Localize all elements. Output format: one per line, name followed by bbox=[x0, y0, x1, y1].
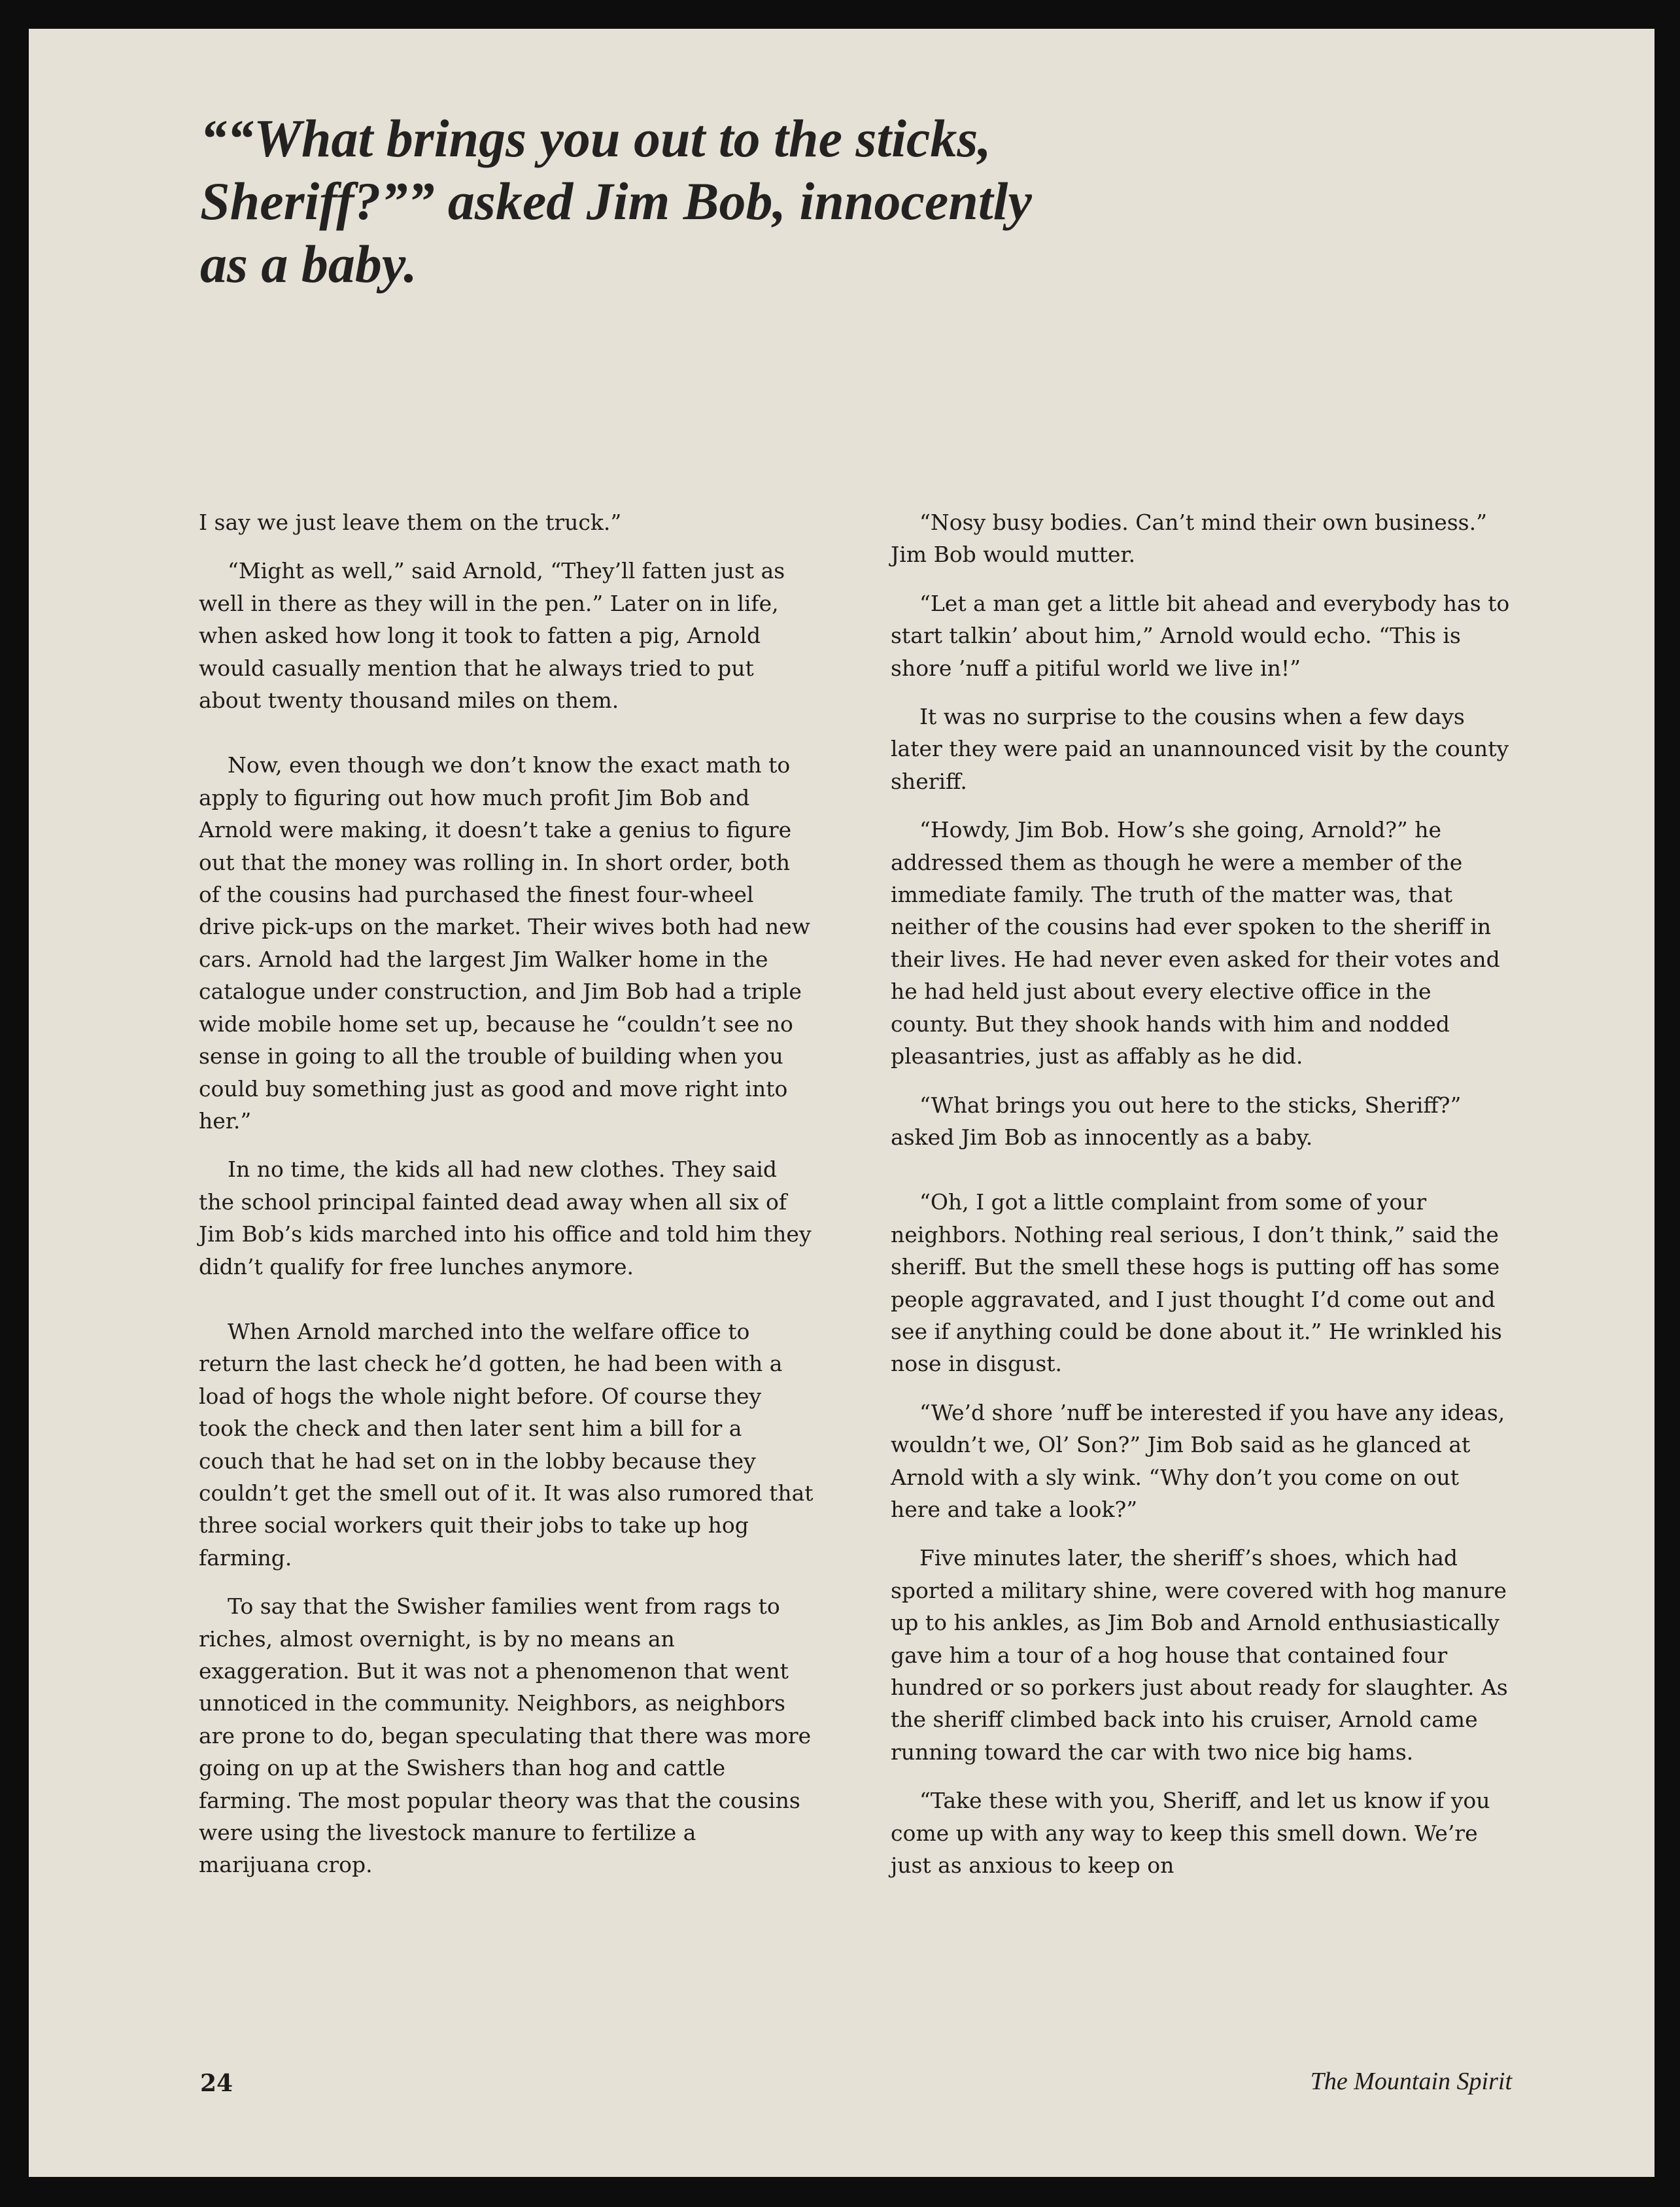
paragraph: I say we just leave them on the truck.” bbox=[199, 510, 622, 535]
paragraph: To say that the Swisher families went from rags to riches, almost overnight, is by no means an exaggeration. But it was not a phenomenon that went unnoticed in the community. Neighbors, as neighbors are prone to do, began speculating that there was more going on up at the Swishers than hog and cattle farming. The most popular theory was that the cousins were using the livestock manure to fertilize a marijuana crop. bbox=[199, 1593, 812, 1878]
paragraph: “Might as well,” said Arnold, “They’ll fatten just as well in there as they will in the pen.” Later on in life, when asked how long it took to fatten a pig, Arnold would casually mention that he always tried to put about twenty thousand miles on them. bbox=[199, 558, 785, 714]
paragraph: “Howdy, Jim Bob. How’s she going, Arnold?” he addressed them as though he were a member of the immediate family. The truth of the matter was, that neither of the cousins had ever spoken to the sheriff in their lives. He had never even asked for their votes and he had held just about every elective office in the county. But they shook hands with him and nodded pleasantries, just as affably as he did. bbox=[891, 817, 1500, 1069]
paragraph: “Oh, I got a little complaint from some of your neighbors. Nothing real serious, I don’t think,” said the sheriff. But the smell these hogs is putting off has some people aggravated, and I just thought I’d come out and see if anything could be done about it.” He wrinkled his nose in disgust. bbox=[891, 1189, 1502, 1377]
paragraph: Five minutes later, the sheriff’s shoes, which had sported a military shine, were covered with hog manure up to his ankles, as Jim Bob and Arnold enthusiastically gave him a tour of a hog house that contained four hundred or so porkers just about ready for slaughter. As the sheriff climbed back into his cruiser, Arnold came running toward the car with two nice big hams. bbox=[891, 1545, 1508, 1765]
paragraph: “Take these with you, Sheriff, and let us know if you come up with any way to keep this smell down. We’re just as anxious to keep on bbox=[891, 1788, 1490, 1879]
paragraph: When Arnold marched into the welfare office to return the last check he’d gotten, he had been with a load of hogs the whole night before. Of course they took the check and then later sent him a bill for a couch that he had set on in the lobby because they couldn’t get the smell out of it. It was also rumored that three social workers quit their jobs to take up hog farming. bbox=[199, 1318, 814, 1571]
magazine-page bbox=[29, 29, 1654, 2177]
page-number: 24 bbox=[200, 2070, 233, 2097]
paragraph: In no time, the kids all had new clothes. They said the school principal fainted dead away when all six of Jim Bob’s kids marched into his office and told him they didn’t qualify for free lunches anymore. bbox=[199, 1156, 812, 1279]
paragraph: “Nosy busy bodies. Can’t mind their own business.” Jim Bob would mutter. bbox=[891, 510, 1487, 568]
magazine-name: The Mountain Spirit bbox=[1310, 2068, 1512, 2095]
paragraph: Now, even though we don’t know the exact math to apply to figuring out how much profit Jim Bob and Arnold were making, it doesn’t take a genius to figure out that the money was rolling in. In short order, both of the cousins had purchased the finest four-wheel drive pick-ups on the market. Their wives both had new cars. Arnold had the largest Jim Walker home in the catalogue under construction, and Jim Bob had a triple wide mobile home set up, because he “couldn’t see no sense in going to all the trouble of building when you could buy something just as good and move right into her.” bbox=[199, 752, 810, 1134]
right-column bbox=[891, 506, 1512, 1898]
left-column bbox=[199, 506, 814, 1898]
paragraph: “We’d shore ’nuff be interested if you have any ideas, wouldn’t we, Ol’ Son?” Jim Bob said as he glanced at Arnold with a sly wink. “Why don’t you come on out here and take a look?” bbox=[891, 1399, 1505, 1522]
paragraph: “What brings you out here to the sticks, Sheriff?” asked Jim Bob as innocently as a baby. bbox=[891, 1092, 1462, 1150]
paragraph: It was no surprise to the cousins when a few days later they were paid an unannounced visit by the county sheriff. bbox=[891, 704, 1509, 794]
paragraph: “Let a man get a little bit ahead and everybody has to start talkin’ about him,” Arnold would echo. “This is shore ’nuff a pitiful world we live in!” bbox=[891, 590, 1510, 681]
pull-quote: ““What brings you out to the sticks, Sheriff?”” asked Jim Bob, innocently as a baby. bbox=[200, 109, 1032, 294]
